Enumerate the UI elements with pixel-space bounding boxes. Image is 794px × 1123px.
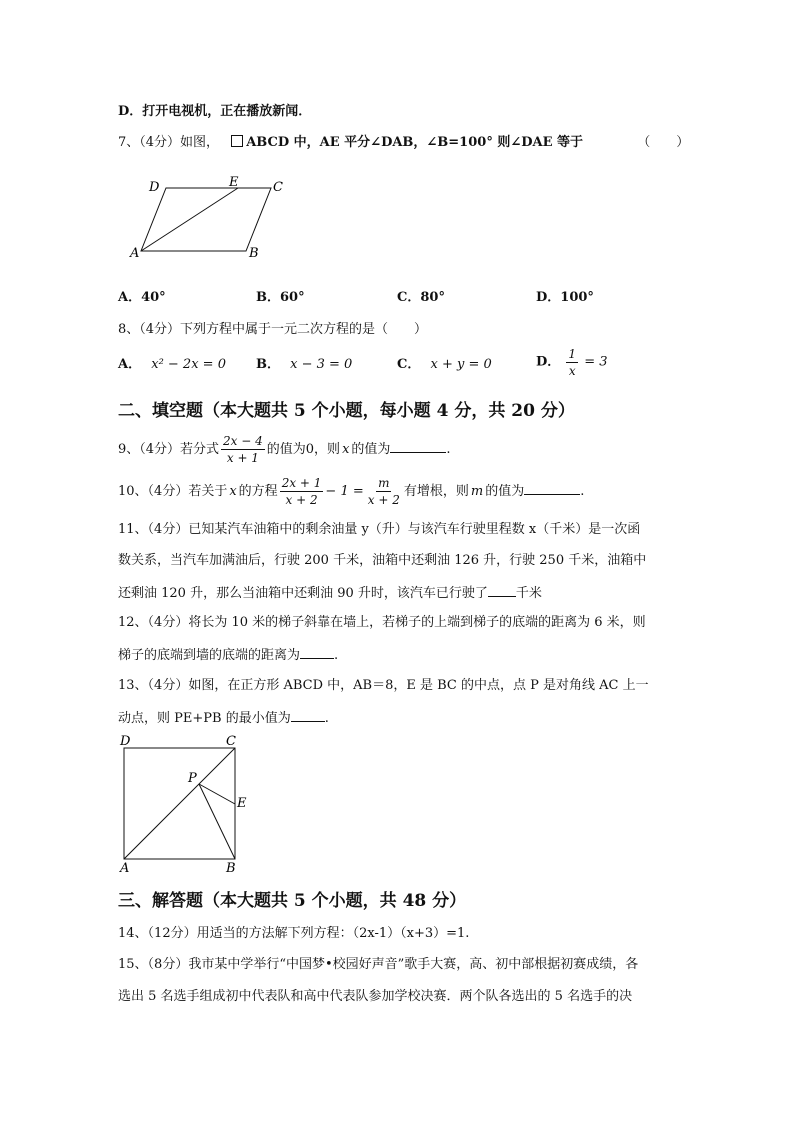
- q10-suffix: 有增根，则: [403, 484, 469, 499]
- q13-label-p: P: [188, 771, 197, 786]
- q9-variable: x: [342, 442, 350, 457]
- q7-option-d: D．100°: [536, 290, 594, 305]
- q6-option-d: D．打开电视机，正在播放新闻．: [118, 104, 312, 119]
- q10-prefix: 10、（4分）若关于: [118, 484, 228, 499]
- q9-suffix: 的值为: [351, 442, 391, 457]
- q7-segment-ae: [141, 188, 238, 251]
- q13-label-c: C: [226, 734, 236, 749]
- q13-line-1: 13、（4分）如图，在正方形 ABCD 中，AB＝8，E 是 BC 的中点，点 P 是对角线 AC 上一: [118, 678, 649, 693]
- q11-line-3: [118, 582, 542, 604]
- q9-fraction: [221, 433, 265, 466]
- q10-right-numerator: m: [378, 476, 390, 490]
- q13-figure-square: [118, 732, 258, 876]
- q13-segment-pb: [199, 784, 235, 859]
- section-2-title: 二、填空题（本大题共 5 个小题，每小题 4 分，共 20 分）: [118, 401, 575, 421]
- q12-line-2: [118, 644, 338, 666]
- q10-right-denominator: x + 2: [367, 493, 400, 507]
- q8-option-b-equation: x − 3 = 0: [290, 357, 353, 372]
- q13-label-b: B: [226, 861, 236, 876]
- q8-option-d-fraction: [566, 346, 578, 379]
- q15-line-2: 选出 5 名选手组成初中代表队和高中代表队参加学校决赛．两个队各选出的 5 名选手的决: [118, 989, 633, 1004]
- q8-stem: 8、（4分）下列方程中属于一元二次方程的是（ ）: [118, 322, 428, 337]
- q8-option-a-letter: A．: [118, 357, 142, 372]
- q13-diagonal-ac: [124, 748, 235, 859]
- q10-variable: x: [229, 484, 237, 499]
- q12-line-2-text: 梯子的底端到墙的底端的距离为: [118, 648, 301, 663]
- q7-parallelogram-shape: [141, 188, 271, 251]
- q8-option-b: [256, 355, 352, 375]
- q13-label-a: A: [120, 861, 130, 876]
- q11-answer-blank[interactable]: [488, 582, 516, 597]
- q10-suffix-2: 的值为: [485, 484, 525, 499]
- q8-option-c-equation: x + y = 0: [430, 357, 492, 372]
- q9-denominator: x + 1: [226, 451, 259, 465]
- q8-option-a-equation: x² − 2x = 0: [151, 357, 226, 372]
- q12-line-1: 12、（4分）将长为 10 米的梯子斜靠在墙上，若梯子的上端到梯子的底端的距离为 6 米，则: [118, 615, 646, 630]
- q7-label-d: D: [149, 180, 160, 195]
- q11-unit: 千米: [515, 586, 542, 601]
- q11-line-2: 数关系，当汽车加满油后，行驶 200 千米，油箱中还剩油 126 升，行驶 250 千米，油箱中: [118, 553, 647, 568]
- q7-option-c: C．80°: [397, 290, 445, 305]
- q13-answer-blank[interactable]: [291, 707, 325, 722]
- q12-answer-blank[interactable]: [300, 644, 334, 659]
- q7-label-e: E: [229, 175, 239, 190]
- q14: 14、（12分）用适当的方法解下列方程：（2x-1）（x+3）=1.: [118, 926, 470, 941]
- q10-minus-one: − 1 =: [325, 484, 364, 499]
- q8-option-a: [118, 355, 226, 375]
- q13-line-2: [118, 707, 329, 729]
- q13-line-2-text: 动点，则 PE+PB 的最小值为: [118, 711, 291, 726]
- q8-option-c-letter: C．: [397, 357, 421, 372]
- q7-figure-parallelogram: [128, 174, 298, 264]
- q10-middle: 的方程: [238, 484, 278, 499]
- q10-variable-m: m: [470, 484, 484, 499]
- q13-label-e: E: [237, 796, 247, 811]
- q8-option-d: [536, 346, 608, 379]
- q8-option-d-rhs: = 3: [584, 354, 608, 370]
- q9-numerator: 2x − 4: [223, 434, 263, 448]
- q7-label-c: C: [273, 180, 283, 195]
- q7-option-a: A．40°: [118, 290, 166, 305]
- q7-stem: [118, 133, 689, 153]
- q10: [118, 474, 584, 510]
- q7-label-a: A: [130, 246, 140, 261]
- q7-label-b: B: [249, 246, 259, 261]
- q10-answer-blank[interactable]: [524, 480, 580, 495]
- q8-option-d-denominator: x: [568, 364, 576, 378]
- q8-option-d-numerator: 1: [568, 347, 577, 361]
- q7-option-b: B．60°: [256, 290, 305, 305]
- q11-line-1: 11、（4分）已知某汽车油箱中的剩余油量 y（升）与该汽车行驶里程数 x（千米）是一次函: [118, 522, 641, 537]
- q12-end: .: [334, 648, 339, 663]
- section-3-title: 三、解答题（本大题共 5 个小题，共 48 分）: [118, 891, 467, 911]
- q10-end: .: [580, 484, 585, 499]
- q10-fraction-left: [280, 475, 324, 508]
- q8-option-c: [397, 355, 492, 375]
- q10-left-denominator: x + 2: [285, 493, 318, 507]
- q7-answer-paren: （ ）: [637, 135, 690, 150]
- q9-answer-blank[interactable]: [390, 438, 446, 453]
- q15-line-1: 15、（8分）我市某中学举行“中国梦•校园好声音”歌手大赛，高、初中部根据初赛成绩，各: [118, 957, 639, 972]
- q10-fraction-right: [366, 475, 402, 508]
- q13-label-d: D: [120, 734, 131, 749]
- q8-option-d-letter: D．: [536, 354, 561, 370]
- q13-end: .: [324, 711, 329, 726]
- q8-option-b-letter: B．: [256, 357, 280, 372]
- q13-segment-pe: [199, 784, 235, 804]
- q9: [118, 432, 451, 468]
- q7-stem-text: ABCD 中，AE 平分∠DAB，∠B=100° 则∠DAE 等于: [246, 135, 584, 150]
- q11-line-3-text: 还剩油 120 升，那么当油箱中还剩油 90 升时，该汽车已行驶了: [118, 586, 488, 601]
- q10-left-numerator: 2x + 1: [281, 476, 322, 490]
- q9-prefix: 9、（4分）若分式: [118, 442, 220, 457]
- parallelogram-icon: [231, 135, 243, 147]
- q9-middle: 的值为0，则: [266, 442, 341, 457]
- q9-end: .: [446, 442, 451, 457]
- q7-stem-prefix: 7、（4分）如图，: [118, 135, 220, 150]
